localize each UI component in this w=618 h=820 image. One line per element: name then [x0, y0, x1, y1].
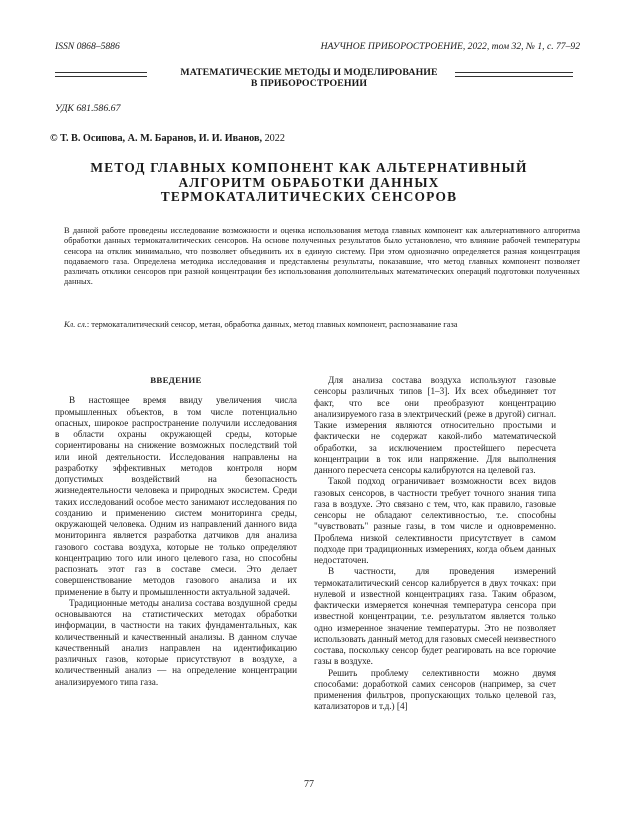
paragraph: Традиционные методы анализа состава воздушной среды основываются на статистических методах обработки информации, в частности на таких фундаментальных, как количественный и качественный анализы. В данном случае качественный анализ направлен на идентификацию различных газов, которые присутствуют в воздухе, а количественный анализ — на определение концентрации анализируемого типа газа. — [55, 597, 297, 687]
abstract: В данной работе проведены исследование возможности и оценка использования метода главных компонент как альтернативного алгоритма обработки данных термокаталитических сенсоров. На основе полученных результатов было установлено, что влияние рабочей температуры сенсора на отклик минимально, что позволяет объединить их в единую систему. При этом однозначно определяется разная концентрация подаваемого газа. Определена методика исследования и представлены результаты, показавшие, что метод главных компонент позволяет различать отклики сенсоров при разной концентрации без использования дополнительных математических операций подготовки полученных данных. — [64, 226, 580, 287]
right-column — [314, 375, 556, 713]
paragraph: В настоящее время ввиду увеличения числа промышленных объектов, в том числе потенциально опасных, широкое распространение получили исследования в области охраны окружающей среды, которые сориентированы на снижение возможных последствий той или иной деятельности. Исследования направлены на разработку эффективных методов контроля норм допустимых воздействий на безопасность жизнедеятельности человека и природных экосистем. Среди таких исследований особое место занимают исследования по созданию и применению систем мониторинга среды, окружающей человека. Одним из направлений данного вида мониторинга является разработка датчиков для анализа газового состава воздуха, которые не только определяют концентрацию того или иного целевого газа, но способны распознать этот газ в составе смеси. Это делает совершенствование методов газового анализа и их применение в быту и промышленности актуальной задачей. — [55, 395, 297, 597]
issn: ISSN 0868–5886 — [55, 41, 120, 52]
paragraph: Для анализа состава воздуха используют газовые сенсоры различных типов [1–3]. Их всех объединяет тот факт, что все они преобразуют концентрацию анализируемого газа в электрический (реже в другой) сигнал. Такие измерения являются относительно простыми и фактически не содержат какой-либо математической обработки, за исключением простейшего пересчета концентрации в ток или напряжение. Для выполнения данного пересчета сенсоры калибруются на целевой газ. — [314, 375, 556, 475]
article-title — [0, 161, 618, 205]
keywords-label: Кл. сл. — [64, 320, 87, 329]
title-line3: ТЕРМОКАТАЛИТИЧЕСКИХ СЕНСОРОВ — [160, 189, 458, 204]
journal-reference: НАУЧНОЕ ПРИБОРОСТРОЕНИЕ, 2022, том 32, № 1, с. 77–92 — [320, 41, 580, 52]
keywords-text: : термокаталитический сенсор, метан, обработка данных, метод главных компонент, распознавание газа — [86, 320, 458, 329]
section-heading-line1: МАТЕМАТИЧЕСКИЕ МЕТОДЫ И МОДЕЛИРОВАНИЕ — [180, 67, 438, 78]
title-line2: АЛГОРИТМ ОБРАБОТКИ ДАННЫХ — [178, 174, 440, 190]
section-heading-line2: В ПРИБОРОСТРОЕНИИ — [250, 78, 368, 89]
page-number: 77 — [304, 779, 314, 790]
authors — [50, 133, 285, 144]
title-line1: МЕТОД ГЛАВНЫХ КОМПОНЕНТ КАК АЛЬТЕРНАТИВНЫЙ — [90, 160, 528, 175]
udk-code: УДК 681.586.67 — [55, 103, 121, 114]
section-heading — [0, 67, 618, 89]
paragraph: Такой подход ограничивает возможности всех видов газовых сенсоров, в частности требует точного знания типа газа в воздухе. Это связано с тем, что, как правило, газовые сенсоры не обладают селективностью, т.е. способны "чувствовать" разные газы, в том числе и одновременно. Проблема низкой селективности присутствует в самом подходе при традиционных измерениях, когда объем данных недостаточен. — [314, 476, 556, 565]
author-names: Т. В. Осипова, А. М. Баранов, И. И. Иванов, — [60, 133, 263, 144]
paragraph: В частности, для проведения измерений термокаталитический сенсор калибруется в двух точках: при нулевой и известной концентрациях газа. Таким образом, фактически измеряется конечная температура сенсора при известной концентрации, т.е. результатом является только одно измеренное значение температуры. Это не позволяет использовать данный метод для газовых смесей неизвестного состава, поскольку сенсор будет реагировать на все горючие газы в воздухе. — [314, 566, 556, 667]
publication-year: 2022 — [264, 133, 285, 144]
copyright-sign: © — [50, 133, 58, 144]
paragraph: Решить проблему селективности можно двумя способами: доработкой самих сенсоров (например, за счет применения фильтров, пропускающих только целевой газ, катализаторов и т.д.) [4] — [314, 667, 556, 712]
introduction-heading: ВВЕДЕНИЕ — [150, 375, 202, 385]
left-column — [55, 375, 297, 688]
keywords — [64, 320, 580, 330]
